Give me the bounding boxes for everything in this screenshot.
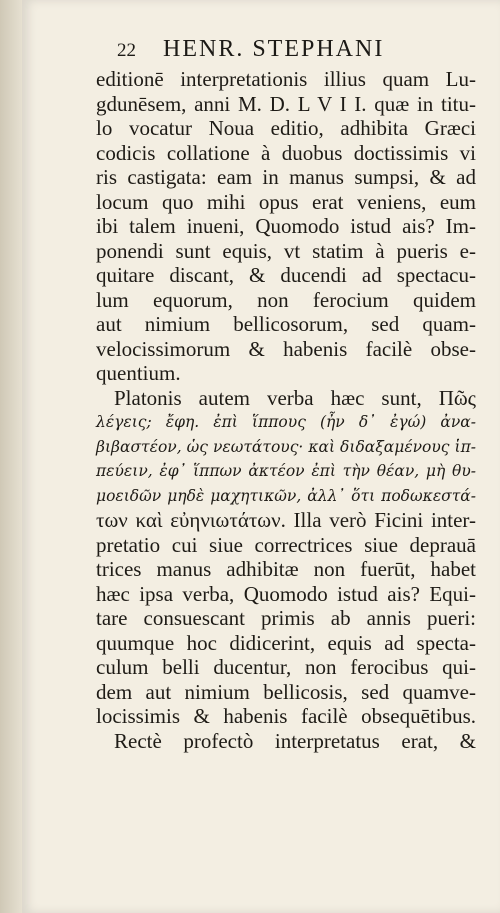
text-line: locum quo mihi opus erat veniens, eum — [96, 189, 476, 214]
text-line: ibi talem inueni, Quomodo istud ais? Im- — [96, 214, 476, 238]
text-line: gdunēsem, anni M. D. L V I I. quæ in titu- — [96, 91, 476, 116]
greek-line: μοειδῶν μηδὲ μαχητικῶν, ἀλλ᾽ ὅτι ποδωκεστά- — [96, 486, 476, 505]
text-line: ris castigata: eam in manus sumpsi, & ad — [96, 165, 476, 189]
greek-line: βιβαστέον, ὡς νεωτάτους· καὶ διδαξαμένους ἱπ- — [96, 437, 476, 456]
text-line: culum belli ducentur, non ferocibus qui- — [96, 655, 476, 679]
greek-line: λέγεις; ἔφη. ἐπὶ ἵππους (ἦν δ᾽ ἐγώ) ἀνα- — [96, 413, 476, 431]
text-line: των καὶ εὐηνιωτάτων. Illa verò Ficini inter- — [96, 508, 476, 532]
text-line: locissimis & habenis facilè obsequētibus. — [96, 704, 476, 728]
binding-edge — [0, 0, 22, 913]
text-line: Platonis autem verba hæc sunt, Πῶς — [114, 385, 476, 410]
running-head: HENR. STEPHANI — [163, 36, 385, 62]
text-line: quentium. — [96, 361, 181, 385]
text-line: lum equorum, non ferocium quidem — [96, 287, 476, 312]
text-line: Rectè profectò interpretatus erat, & — [114, 728, 476, 753]
greek-line: πεύειν, ἐφ᾽ ἵππων ἀκτέον ἐπὶ τὴν θέαν, μὴ θυ- — [96, 462, 476, 480]
text-line: tare consuescant primis ab annis pueri: — [96, 606, 476, 630]
text-line: ponendi sunt equis, vt statim à pueris e- — [96, 238, 476, 263]
text-line: pretatio cui siue correctrices siue deprauā — [96, 532, 476, 557]
text-line: dem aut nimium bellicosis, sed quamve- — [96, 679, 476, 704]
text-line: trices manus adhibitæ non fuerūt, habet — [96, 557, 476, 581]
page-header — [117, 36, 500, 66]
text-block — [96, 67, 476, 753]
book-page — [22, 0, 500, 913]
page-number: 22 — [117, 40, 136, 61]
text-line: lo vocatur Noua editio, adhibita Græci — [96, 116, 476, 140]
text-line: quumque hoc didicerint, equis ad specta- — [96, 630, 476, 655]
text-line: hæc ipsa verba, Quomodo istud ais? Equi- — [96, 581, 476, 606]
text-line: quitare discant, & ducendi ad spectacu- — [96, 263, 476, 287]
text-line: codicis collatione à duobus doctissimis vi — [96, 140, 476, 165]
text-line: editionē interpretationis illius quam Lu- — [96, 67, 476, 91]
text-line: velocissimorum & habenis facilè obse- — [96, 336, 476, 361]
text-line: aut nimium bellicosorum, sed quam- — [96, 312, 476, 336]
